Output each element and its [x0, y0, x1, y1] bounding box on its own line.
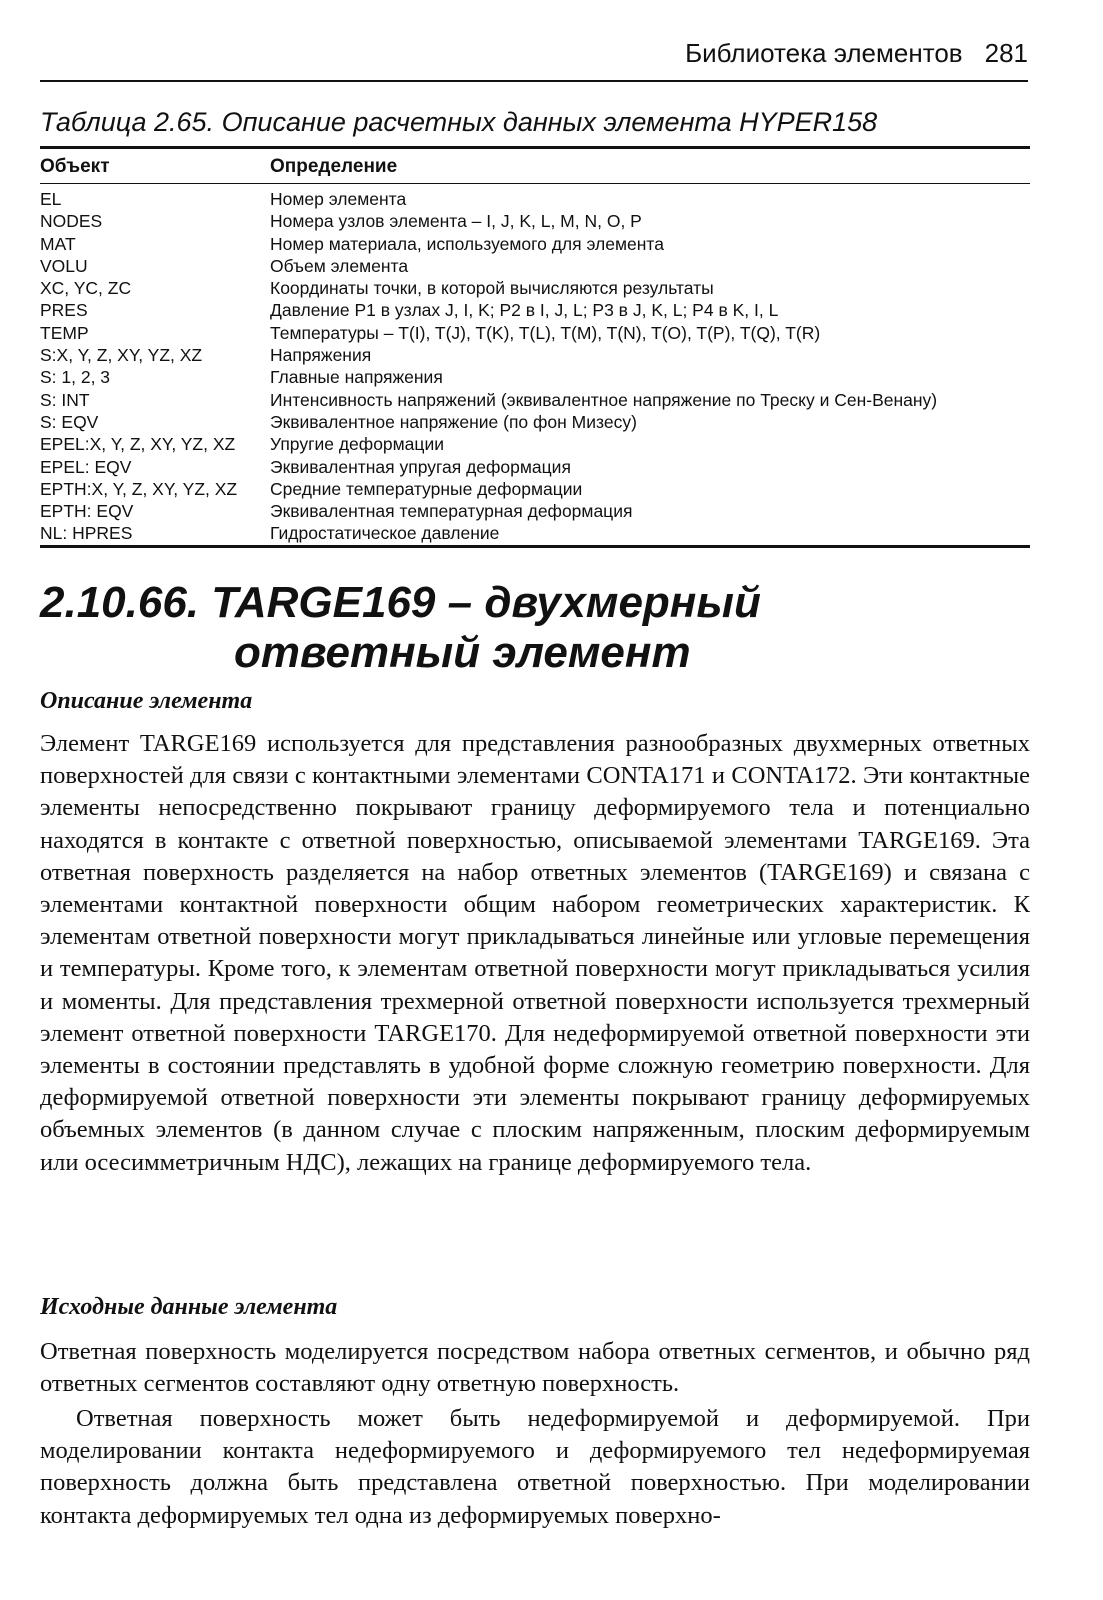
description-paragraph: Элемент TARGE169 используется для представления разнообразных двухмерных ответных поверхностей для связи с контактными элементами CONTA171 и CONTA172. Эти контактные элементы непосредственно покрывают границу деформируемого тела и потенциально находятся в контакте с ответной поверхностью, описываемой элементами TARGE169. Эта ответная поверхность разделяется на набор ответных элементов (TARGE169) и связана с элементами контактной поверхности общим набором геометрических характеристик. К элементам ответной поверхности могут прикладываться линейные или угловые перемещения и температуры. Кроме того, к элементам ответной поверхности могут прикладываться усилия и моменты. Для представления трехмерной ответной поверхности используется трехмерный элемент ответной поверхности TARGE170. Для недеформируемой ответной поверхности эти элементы в состоянии представлять в удобной форме сложную геометрию поверхности. Для деформируемой ответной поверхности эти элементы покрывают границу деформируемых объемных элементов (в данном случае с плоским напряженным, плоским деформируемым или осесимметричным НДС), лежащих на границе деформируемого тела. [40, 730, 1030, 1176]
table-row [40, 255, 1030, 277]
cell-definition: Объем элемента [270, 255, 409, 276]
cell-object: VOLU [40, 255, 88, 276]
results-table [40, 146, 1030, 548]
table-row [40, 389, 1030, 411]
table-row [40, 522, 1030, 546]
cell-definition: Интенсивность напряжений (эквивалентное напряжение по Треску и Сен-Венану) [270, 389, 938, 410]
input-data-heading: Исходные данные элемента [40, 1294, 338, 1320]
cell-definition: Эквивалентное напряжение (по фон Мизесу) [270, 411, 637, 432]
cell-definition: Эквивалентная упругая деформация [270, 456, 571, 477]
running-header [40, 38, 1028, 82]
table-row [40, 210, 1030, 232]
cell-object: EL [40, 189, 62, 209]
section-title-line-2: ответный элемент [234, 628, 691, 677]
running-title: Библиотека элементов [685, 38, 963, 68]
cell-definition: Номера узлов элемента – I, J, K, L, M, N, O, P [270, 211, 642, 232]
cell-object: NL: HPRES [40, 523, 133, 544]
cell-definition: Температуры – T(I), T(J), T(K), T(L), T(M), T(N), T(O), T(P), T(Q), T(R) [270, 322, 821, 343]
column-header-definition: Определение [270, 148, 1030, 184]
cell-definition: Координаты точки, в которой вычисляются результаты [270, 278, 714, 299]
input-data-paragraph-1: Ответная поверхность моделируется посредством набора ответных сегментов, и обычно ряд ответных сегментов составляют одну ответную поверхность. [40, 1338, 1030, 1398]
cell-object: S:X, Y, Z, XY, YZ, XZ [40, 345, 203, 366]
cell-object: XC, YC, ZC [40, 278, 132, 299]
table-row [40, 500, 1030, 522]
table-caption: Таблица 2.65. Описание расчетных данных элемента HYPER158 [40, 107, 878, 137]
table-row [40, 411, 1030, 433]
table-row [40, 433, 1030, 455]
table-row [40, 184, 1030, 211]
cell-definition: Эквивалентная температурная деформация [270, 501, 633, 522]
cell-definition: Главные напряжения [270, 367, 443, 388]
cell-definition: Номер материала, используемого для элемента [270, 233, 664, 254]
section-title [40, 578, 1040, 678]
table-row [40, 277, 1030, 299]
section-title-line-1: 2.10.66. TARGE169 – двухмерный [40, 578, 761, 627]
cell-definition: Напряжения [270, 345, 372, 366]
cell-object: EPEL: EQV [40, 456, 132, 477]
cell-object: EPTH: EQV [40, 501, 134, 522]
cell-object: EPEL:X, Y, Z, XY, YZ, XZ [40, 434, 236, 455]
input-data-paragraph-2: Ответная поверхность может быть недеформируемой и деформируемой. При моделировании контакта недеформируемого и деформируемого тел недеформируемая поверхность должна быть представлена ответной поверхностью. При моделировании контакта деформируемых тел одна из деформируемых поверхно- [40, 1405, 1030, 1529]
cell-object: EPTH:X, Y, Z, XY, YZ, XZ [40, 478, 238, 499]
cell-object: MAT [40, 233, 76, 254]
cell-object: S: EQV [40, 411, 99, 432]
table-row [40, 299, 1030, 321]
table-header-row [40, 148, 1030, 184]
cell-object: PRES [40, 300, 88, 321]
description-heading: Описание элемента [40, 688, 253, 714]
table-row [40, 456, 1030, 478]
cell-definition: Давление P1 в узлах J, I, K; P2 в I, J, L; P3 в J, K, L; P4 в K, I, L [270, 300, 779, 321]
cell-definition: Упругие деформации [270, 434, 444, 455]
cell-object: NODES [40, 211, 103, 232]
cell-object: S: INT [40, 389, 90, 410]
table-row [40, 478, 1030, 500]
table-row [40, 344, 1030, 366]
table-row [40, 233, 1030, 255]
column-header-object: Объект [40, 148, 270, 184]
table-row [40, 366, 1030, 388]
cell-object: TEMP [40, 322, 89, 343]
cell-definition: Номер элемента [270, 189, 407, 209]
table-row [40, 322, 1030, 344]
cell-object: S: 1, 2, 3 [40, 367, 111, 388]
cell-definition: Средние температурные деформации [270, 478, 583, 499]
cell-definition: Гидростатическое давление [270, 523, 500, 544]
page-number: 281 [984, 38, 1028, 68]
